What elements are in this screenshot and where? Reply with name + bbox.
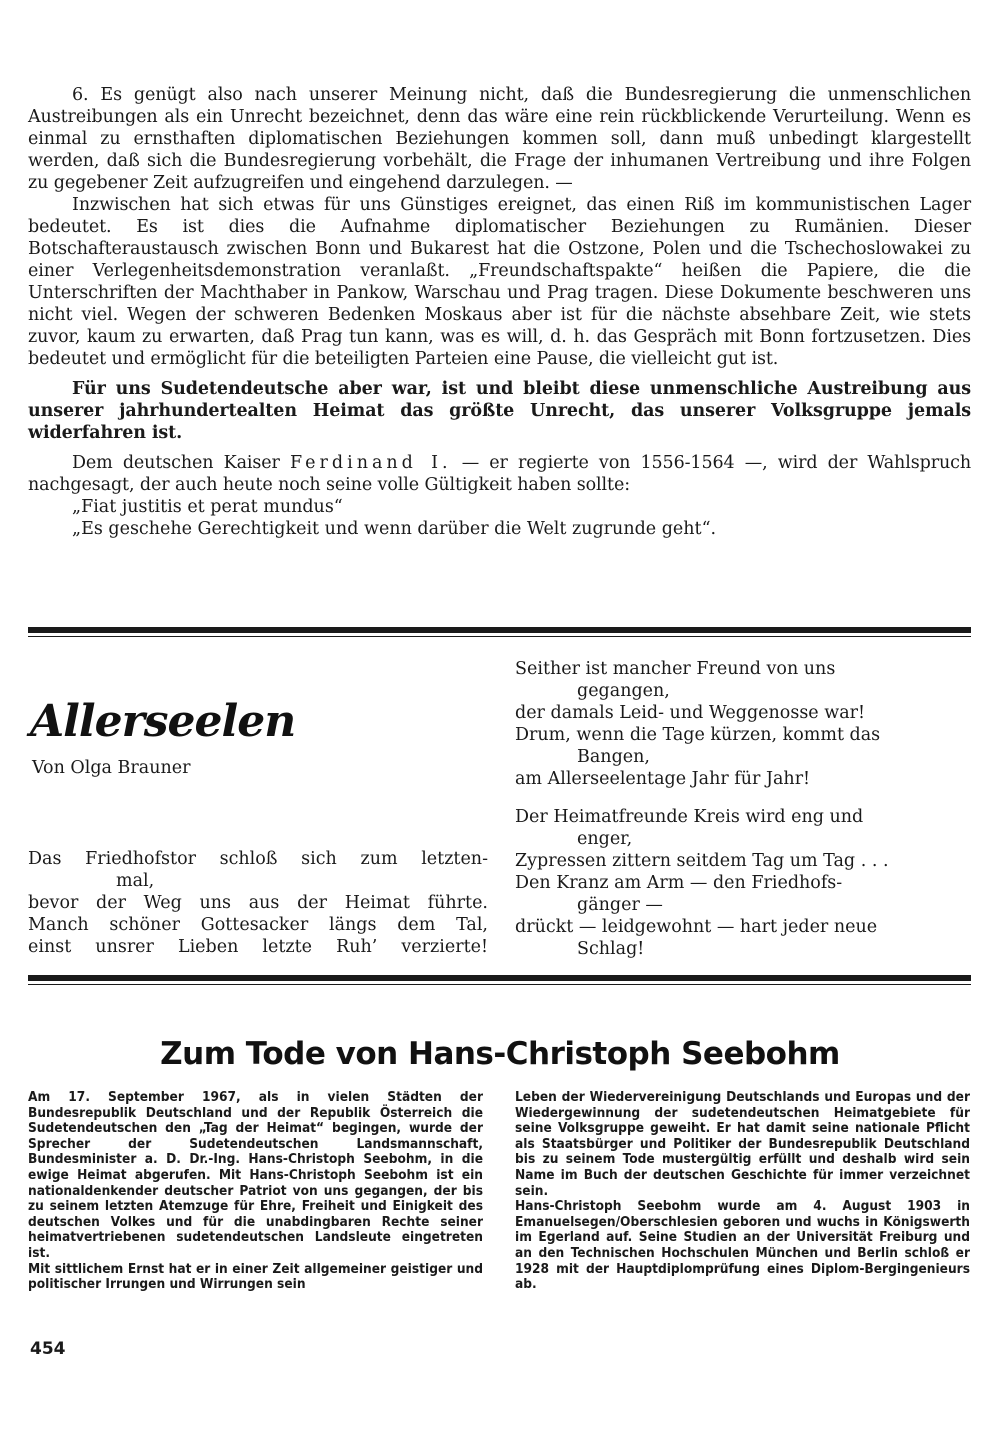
divider-bottom [28,975,971,985]
article-left-paragraph-1: Am 17. September 1967, als in vielen Städten der Bundesrepublik Deutschland und der Republik Österreich die Sudetendeutschen den „Tag der Heimat“ begingen, wurde der Sprecher der Sudetendeutschen Landsmannschaft, Bundesminister a. D. Dr.-Ing. Hans-Christoph Seebohm, in die ewige Heimat abgerufen. Mit Hans-Christoph Seebohm ist ein nationaldenkender deutscher Patriot von uns gegangen, der bis zu seinem letzten Atemzuge für Ehre, Freiheit und Einigkeit des deutschen Volkes und für die unabdingbaren Rechte seiner heimatvertriebenen sudetendeutschen Landsleute eingetreten ist. [28,1089,483,1261]
stanza-2-line-1-cont: gegangen, [577,681,670,701]
stanza-1-line-1-cont: mal, [116,871,155,891]
stanza-2-line-3-cont: Bangen, [577,747,650,767]
essay-p4-before: Dem deutschen Kaiser [72,453,280,473]
article-column-left [28,1090,483,1293]
poem-author: Von Olga Brauner [32,758,191,778]
article-right-paragraph-2: Hans-Christoph Seebohm wurde am 4. August 1903 in Emanuelsegen/Oberschlesien geboren und wuchs in Königswerth im Egerland auf. Seine Studien an der Universität Freiburg und an den Technischen Hochschulen München und Berlin schloß er 1928 mit der Hauptdiplomprüfung eines Diplom-Bergingenieurs ab. [515,1198,970,1293]
stanza-3-line-2: Zypressen zittern seitdem Tag um Tag . . . [515,851,889,871]
stanza-3-line-3-cont: gänger — [577,895,663,915]
poem-stanza-2 [515,658,970,790]
stanza-3-line-3: Den Kranz am Arm — den Friedhofs- [515,873,843,893]
stanza-2-line-2: der damals Leid- und Weggenosse war! [515,703,866,723]
stanza-2-line-3: Drum, wenn die Tage kürzen, kommt das [515,725,881,745]
quote-german: „Es geschehe Gerechtigkeit und wenn darüber die Welt zugrunde geht“. [72,519,717,539]
stanza-1-line-3: Manch schöner Gottesacker längs dem Tal, [28,915,488,935]
poem-stanza-3 [515,806,970,960]
emperor-name: Ferdinand I. [289,453,452,473]
page-number: 454 [30,1339,66,1359]
stanza-3-line-1: Der Heimatfreunde Kreis wird eng und [515,807,864,827]
stanza-1-line-2: bevor der Weg uns aus der Heimat führte. [28,893,488,913]
stanza-1-line-4: einst unsrer Lieben letzte Ruh’ verzierte! [28,937,488,957]
divider-top [28,627,971,637]
stanza-2-line-4: am Allerseelentage Jahr für Jahr! [515,769,811,789]
article-column-right [515,1090,970,1293]
essay-paragraph-1: 6. Es genügt also nach unserer Meinung nicht, daß die Bundesregierung die unmenschlichen Austreibungen als ein Unrecht bezeichnet, denn das wäre eine rein rückblickende Verurteilung. Wenn es einmal zu ernsthaften diplomatischen Beziehungen kommen soll, dann muß unbedingt klargestellt werden, daß sich die Bundesregierung vorbehält, die Frage der inhumanen Vertreibung und ihre Folgen zu gegebener Zeit aufzugreifen und eingehend darzulegen. — [28,85,971,193]
stanza-2-line-1: Seither ist mancher Freund von uns [515,659,836,679]
poem-title: Allerseelen [30,696,296,747]
article-left-paragraph-2: Mit sittlichem Ernst hat er in einer Zeit allgemeiner geistiger und politischer Irrungen und Wirrungen sein [28,1260,483,1293]
stanza-1-line-1: Das Friedhofstor schloß sich zum letzten- [28,849,488,869]
essay-section [28,84,971,540]
article-right-paragraph-1: Leben der Wiedervereinigung Deutschlands und Europas und der Wiedergewinnung der sudetendeutschen Heimatgebiete für seine Volksgruppe geweiht. Er hat damit seine nationale Pflicht als Staatsbürger und Politiker der Bundesrepublik Deutschland bis zu seinem Tode mustergültig erfüllt und deshalb wird sein Name im Buch der deutschen Geschichte für immer verzeichnet sein. [515,1089,970,1199]
poem-stanza-1 [28,848,488,958]
essay-paragraph-4 [28,452,971,496]
stanza-3-line-4-cont: Schlag! [577,939,645,959]
quote-latin: „Fiat justitis et perat mundus“ [72,497,343,517]
essay-p4-after: — er regierte von 1556-1564 —, wird der Wahlspruch nachgesagt, der auch heute noch seine volle Gültigkeit haben sollte: [28,453,972,495]
article-headline: Zum Tode von Hans-Christoph Seebohm [160,1036,840,1072]
stanza-3-line-4: drückt — leidgewohnt — hart jeder neue [515,917,878,937]
essay-paragraph-bold: Für uns Sudetendeutsche aber war, ist und bleibt diese unmenschliche Austreibung aus unserer jahrhundertealten Heimat das größte Unrecht, das unserer Volksgruppe jemals widerfahren ist. [28,379,971,443]
essay-paragraph-2: Inzwischen hat sich etwas für uns Günstiges ereignet, das einen Riß im kommunistischen Lager bedeutet. Es ist dies die Aufnahme diplomatischer Beziehungen zu Rumänien. Dieser Botschafteraustausch zwischen Bonn und Bukarest hat die Ostzone, Polen und die Tschechoslowakei zu einer Verlegenheitsdemonstration veranlaßt. „Freundschaftspakte“ heißen die Papiere, die die Unterschriften der Machthaber in Pankow, Warschau und Prag tragen. Diese Dokumente beschweren uns nicht viel. Wegen der schweren Bedenken Moskaus aber ist für die nächste absehbare Zeit, wie stets zuvor, kaum zu erwarten, daß Prag tun kann, was es will, d. h. das Gespräch mit Bonn fortzusetzen. Dies bedeutet und ermöglicht für die beteiligten Parteien eine Pause, die vielleicht gut ist. [28,195,971,369]
stanza-3-line-1-cont: enger, [577,829,633,849]
